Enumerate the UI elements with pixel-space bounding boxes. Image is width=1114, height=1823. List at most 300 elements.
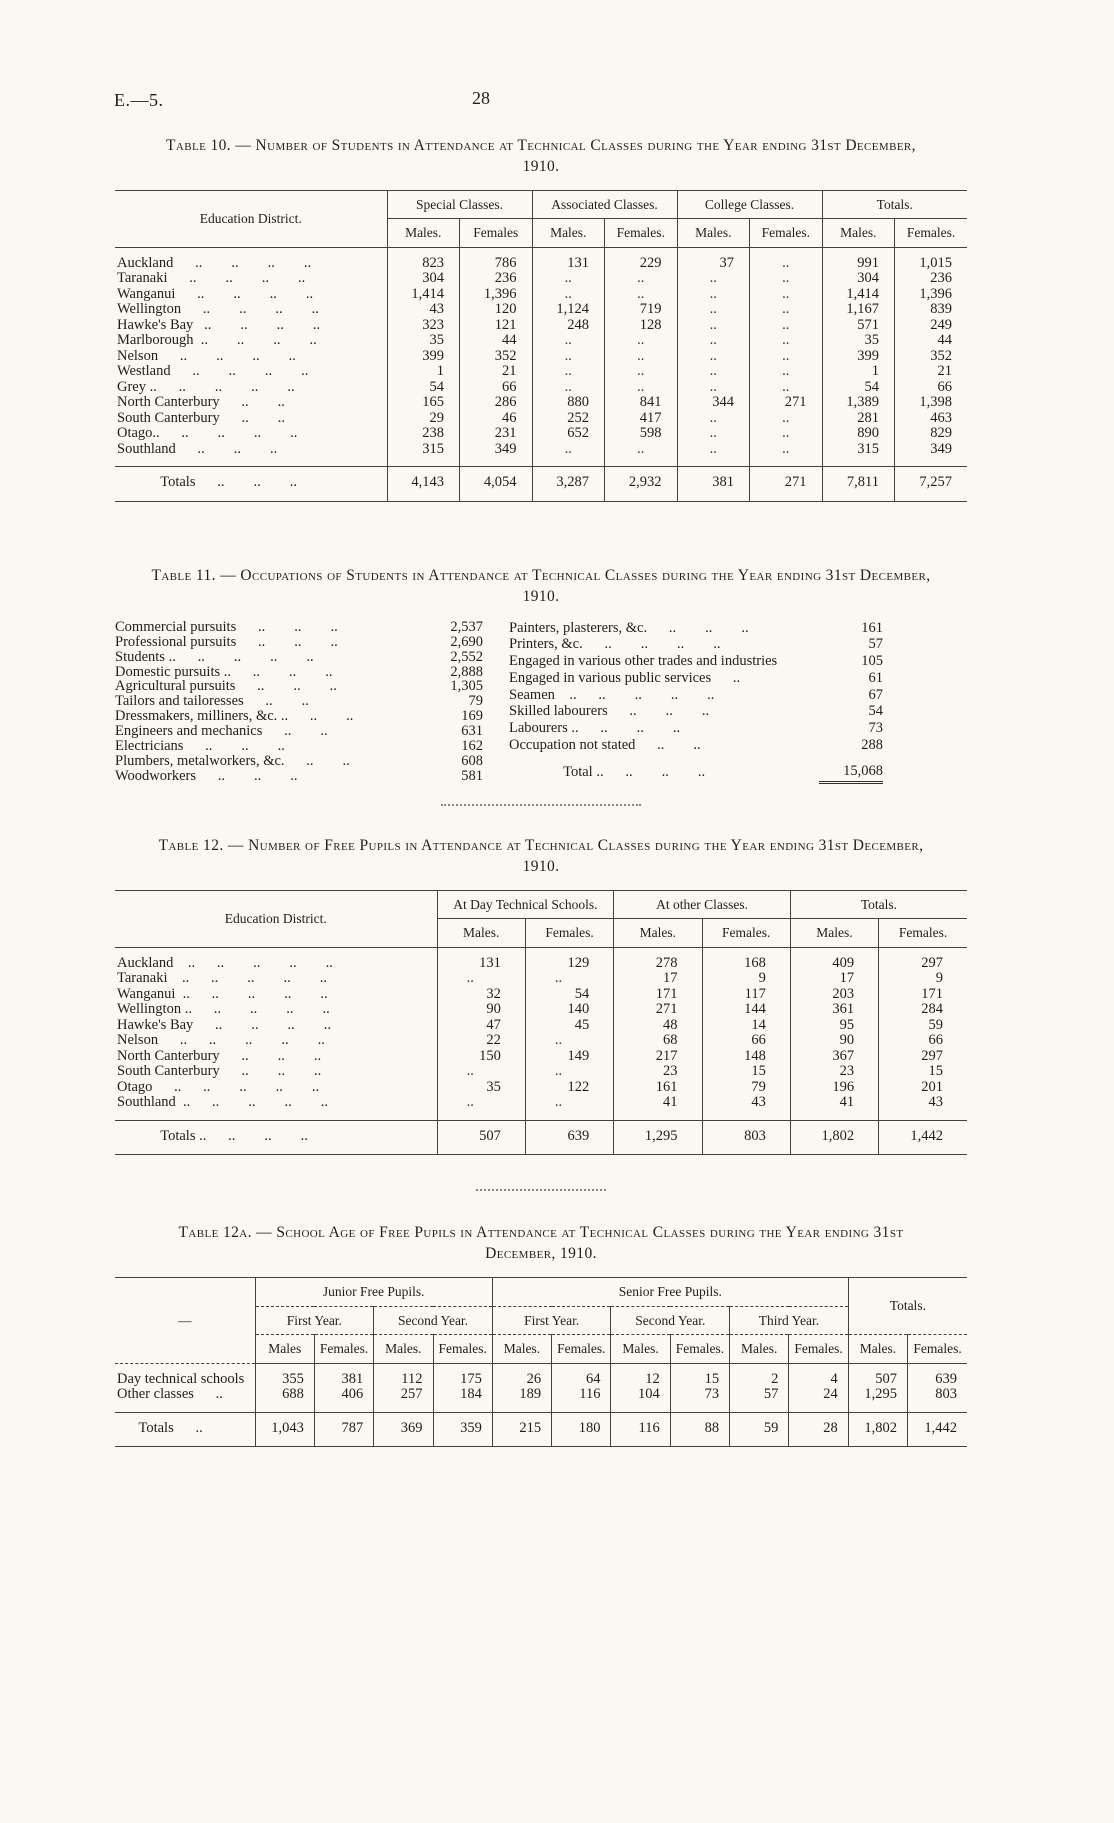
row-label: Electricians .. .. .. bbox=[115, 739, 285, 754]
cell-value: 9 bbox=[879, 971, 967, 987]
cell-value: 26 bbox=[492, 1363, 551, 1387]
cell-value: 890 bbox=[822, 426, 895, 442]
cell-value: 1,414 bbox=[387, 287, 460, 303]
cell-value: 841 bbox=[605, 395, 678, 411]
cell-value: 399 bbox=[822, 349, 895, 365]
cell-value: 4,143 bbox=[387, 467, 460, 502]
cell-value: 2,690 bbox=[450, 633, 483, 650]
cell-value: 23 bbox=[790, 1064, 878, 1080]
cell-value: 1,295 bbox=[848, 1387, 907, 1412]
cell-value: 381 bbox=[314, 1363, 373, 1387]
table-row bbox=[115, 302, 967, 318]
column-header: Males. bbox=[730, 1335, 789, 1364]
cell-value: .. bbox=[605, 333, 678, 349]
cell-value: .. bbox=[750, 349, 823, 365]
table-row bbox=[115, 650, 483, 665]
cell-value: .. bbox=[750, 247, 823, 271]
row-label: Nelson .. .. .. .. .. bbox=[117, 1033, 325, 1049]
table12 bbox=[115, 890, 967, 1156]
column-group-other-classes: At other Classes. bbox=[614, 890, 791, 919]
cell-value: .. bbox=[532, 271, 605, 287]
cell-value: 15 bbox=[879, 1064, 967, 1080]
cell-value: 355 bbox=[255, 1363, 314, 1387]
cell-value: 238 bbox=[387, 426, 460, 442]
cell-value: 203 bbox=[790, 987, 878, 1003]
table-row bbox=[115, 318, 967, 334]
table11-caption: Table 11. — Occupations of Students in Attendance at Technical Classes during the Year ending 31st December, 1910. bbox=[151, 566, 931, 605]
cell-value: 15 bbox=[702, 1064, 790, 1080]
cell-value: 9 bbox=[702, 971, 790, 987]
cell-value: .. bbox=[677, 333, 750, 349]
table-row bbox=[509, 737, 883, 754]
cell-value: 271 bbox=[750, 467, 823, 502]
cell-value: 688 bbox=[255, 1387, 314, 1412]
row-label: South Canterbury .. .. bbox=[117, 410, 285, 426]
cell-value: 149 bbox=[525, 1049, 613, 1065]
cell-value: 288 bbox=[861, 736, 883, 753]
cell-value: 17 bbox=[790, 971, 878, 987]
cell-value: 581 bbox=[461, 767, 483, 784]
row-label: Domestic pursuits .. .. .. .. bbox=[115, 664, 333, 680]
cell-value: .. bbox=[677, 318, 750, 334]
cell-value: 15,068 bbox=[819, 754, 883, 783]
table-row bbox=[115, 247, 967, 271]
table-row bbox=[115, 349, 967, 365]
cell-value: 4 bbox=[789, 1363, 848, 1387]
cell-value: 1,398 bbox=[895, 395, 968, 411]
column-header: Males. bbox=[677, 219, 750, 248]
cell-value: 46 bbox=[460, 411, 533, 427]
cell-value: 2,537 bbox=[450, 618, 483, 635]
cell-value: 1,124 bbox=[532, 302, 605, 318]
column-group-associated-classes: Associated Classes. bbox=[532, 190, 677, 219]
column-header: Females. bbox=[670, 1335, 729, 1364]
cell-value: 131 bbox=[437, 947, 525, 971]
table-row bbox=[115, 971, 967, 987]
row-label: Otago.. .. .. .. .. bbox=[117, 426, 298, 442]
column-group-college-classes: College Classes. bbox=[677, 190, 822, 219]
table-row bbox=[115, 724, 483, 739]
table-row bbox=[115, 395, 967, 411]
cell-value: 116 bbox=[611, 1412, 670, 1447]
cell-value: 73 bbox=[670, 1387, 729, 1412]
cell-value: 323 bbox=[387, 318, 460, 334]
cell-value: 35 bbox=[387, 333, 460, 349]
table12-totals-row bbox=[115, 1120, 967, 1155]
table-row bbox=[115, 987, 967, 1003]
cell-value: .. bbox=[437, 1095, 525, 1120]
column-header: Males. bbox=[822, 219, 895, 248]
cell-value: 29 bbox=[387, 411, 460, 427]
table-row bbox=[115, 411, 967, 427]
cell-value: .. bbox=[750, 411, 823, 427]
column-header: Third Year. bbox=[730, 1306, 849, 1335]
cell-value: .. bbox=[677, 442, 750, 467]
table-row bbox=[115, 1002, 967, 1018]
cell-value: .. bbox=[605, 271, 678, 287]
cell-value: 1 bbox=[822, 364, 895, 380]
cell-value: 236 bbox=[460, 271, 533, 287]
row-label: Wellington .. .. .. .. bbox=[117, 302, 319, 318]
row-label: Commercial pursuits .. .. .. bbox=[115, 619, 338, 635]
table-row bbox=[115, 947, 967, 971]
column-header-stub-dash: — bbox=[115, 1278, 255, 1364]
cell-value: 1,043 bbox=[255, 1412, 314, 1447]
cell-value: 54 bbox=[868, 703, 883, 720]
cell-value: 839 bbox=[895, 302, 968, 318]
cell-value: 43 bbox=[879, 1095, 967, 1120]
cell-value: 1,802 bbox=[790, 1120, 878, 1155]
cell-value: 116 bbox=[552, 1387, 611, 1412]
cell-value: 880 bbox=[532, 395, 605, 411]
cell-value: 786 bbox=[460, 247, 533, 271]
group-header-row bbox=[115, 1278, 967, 1307]
cell-value: 54 bbox=[525, 987, 613, 1003]
cell-value: 196 bbox=[790, 1080, 878, 1096]
cell-value: 162 bbox=[461, 738, 483, 755]
column-header: First Year. bbox=[255, 1306, 374, 1335]
column-header: Females. bbox=[552, 1335, 611, 1364]
column-header: Females. bbox=[908, 1335, 967, 1364]
cell-value: 1,396 bbox=[460, 287, 533, 303]
column-header: Males. bbox=[387, 219, 460, 248]
cell-value: 349 bbox=[895, 442, 968, 467]
cell-value: 361 bbox=[790, 1002, 878, 1018]
cell-value: 1,396 bbox=[895, 287, 968, 303]
column-header: Males. bbox=[611, 1335, 670, 1364]
cell-value: 15 bbox=[670, 1363, 729, 1387]
column-header: Males. bbox=[374, 1335, 433, 1364]
cell-value: 117 bbox=[702, 987, 790, 1003]
column-header: Females. bbox=[314, 1335, 373, 1364]
row-label: Printers, &c. .. .. .. .. bbox=[509, 636, 721, 653]
table-row bbox=[115, 287, 967, 303]
table12a-caption: Table 12a. — School Age of Free Pupils in Attendance at Technical Classes during the Year ending 31st December, 1910. bbox=[178, 1224, 904, 1263]
row-label: Plumbers, metalworkers, &c. .. .. bbox=[115, 753, 350, 769]
row-label: Engaged in various public services .. bbox=[509, 669, 741, 686]
cell-value: 21 bbox=[460, 364, 533, 380]
table-row bbox=[115, 426, 967, 442]
cell-value: 409 bbox=[790, 947, 878, 971]
cell-value: 171 bbox=[879, 987, 967, 1003]
cell-value: .. bbox=[750, 271, 823, 287]
cell-value: 1,442 bbox=[879, 1120, 967, 1155]
cell-value: .. bbox=[437, 971, 525, 987]
row-label: Auckland .. .. .. .. bbox=[117, 254, 312, 271]
column-header: First Year. bbox=[492, 1306, 611, 1335]
row-label: Painters, plasterers, &c. .. .. .. bbox=[509, 619, 749, 636]
row-label: Taranaki .. .. .. .. bbox=[117, 271, 306, 287]
cell-value: 1,015 bbox=[895, 247, 968, 271]
cell-value: 304 bbox=[387, 271, 460, 287]
cell-value: 90 bbox=[437, 1002, 525, 1018]
cell-value: 1,414 bbox=[822, 287, 895, 303]
cell-value: 631 bbox=[461, 723, 483, 740]
table-row bbox=[509, 653, 883, 670]
cell-value: 54 bbox=[387, 380, 460, 396]
cell-value: 44 bbox=[460, 333, 533, 349]
table-row bbox=[115, 1018, 967, 1034]
cell-value: .. bbox=[677, 426, 750, 442]
cell-value: 1,442 bbox=[908, 1412, 967, 1447]
column-header: Second Year. bbox=[374, 1306, 493, 1335]
row-label: Taranaki .. .. .. .. .. bbox=[117, 971, 328, 987]
table-row bbox=[509, 637, 883, 654]
row-label: Otago .. .. .. .. .. bbox=[117, 1079, 320, 1095]
cell-value: 598 bbox=[605, 426, 678, 442]
cell-value: 271 bbox=[750, 395, 823, 411]
cell-value: 399 bbox=[387, 349, 460, 365]
row-label: Woodworkers .. .. .. bbox=[115, 768, 298, 784]
cell-value: 7,811 bbox=[822, 467, 895, 502]
cell-value: 215 bbox=[492, 1412, 551, 1447]
column-header: Males. bbox=[437, 919, 525, 948]
cell-value: 652 bbox=[532, 426, 605, 442]
cell-value: 257 bbox=[374, 1387, 433, 1412]
column-group-totals: Totals. bbox=[848, 1278, 967, 1335]
row-label: North Canterbury .. .. bbox=[117, 395, 285, 411]
table12-body bbox=[115, 947, 967, 1120]
cell-value: 352 bbox=[895, 349, 968, 365]
cell-value: 286 bbox=[460, 395, 533, 411]
cell-value: .. bbox=[525, 1064, 613, 1080]
column-header: Males. bbox=[614, 919, 702, 948]
row-label: Agricultural pursuits .. .. .. bbox=[115, 679, 337, 695]
column-header-education-district: Education District. bbox=[115, 190, 387, 247]
cell-value: 129 bbox=[525, 947, 613, 971]
table-row bbox=[115, 467, 967, 502]
cell-value: 236 bbox=[895, 271, 968, 287]
row-label: Southland .. .. .. bbox=[117, 441, 278, 457]
cell-value: 43 bbox=[702, 1095, 790, 1120]
cell-value: 171 bbox=[614, 987, 702, 1003]
cell-value: 787 bbox=[314, 1412, 373, 1447]
cell-value: 3,287 bbox=[532, 467, 605, 502]
cell-value: 369 bbox=[374, 1412, 433, 1447]
cell-value: 66 bbox=[895, 380, 968, 396]
row-label: Labourers .. .. .. .. bbox=[509, 720, 681, 737]
cell-value: 229 bbox=[605, 247, 678, 271]
table-row bbox=[115, 769, 483, 784]
cell-value: .. bbox=[677, 411, 750, 427]
column-header: Males bbox=[255, 1335, 314, 1364]
cell-value: 79 bbox=[468, 693, 483, 710]
row-label: Seamen .. .. .. .. .. bbox=[509, 686, 715, 703]
cell-value: 112 bbox=[374, 1363, 433, 1387]
table12-head bbox=[115, 890, 967, 947]
cell-value: 2,888 bbox=[450, 663, 483, 680]
cell-value: 639 bbox=[908, 1363, 967, 1387]
cell-value: 571 bbox=[822, 318, 895, 334]
cell-value: .. bbox=[677, 287, 750, 303]
cell-value: 1,305 bbox=[450, 678, 483, 695]
cell-value: 23 bbox=[614, 1064, 702, 1080]
cell-value: 28 bbox=[789, 1412, 848, 1447]
column-header: Females. bbox=[750, 219, 823, 248]
row-label: Wanganui .. .. .. .. bbox=[117, 286, 314, 302]
table12a bbox=[115, 1277, 967, 1447]
table11-left-body bbox=[115, 620, 483, 784]
row-label: South Canterbury .. .. .. bbox=[117, 1064, 322, 1080]
cell-value: 829 bbox=[895, 426, 968, 442]
cell-value: 2 bbox=[730, 1363, 789, 1387]
section-divider bbox=[476, 1189, 606, 1191]
cell-value: 120 bbox=[460, 302, 533, 318]
cell-value: 271 bbox=[614, 1002, 702, 1018]
cell-value: 175 bbox=[433, 1363, 492, 1387]
row-label: Day technical schools bbox=[117, 1370, 245, 1387]
cell-value: 1,295 bbox=[614, 1120, 702, 1155]
table-row bbox=[115, 1412, 967, 1447]
row-label: Occupation not stated .. .. bbox=[509, 736, 701, 753]
cell-value: 1 bbox=[387, 364, 460, 380]
table-row bbox=[115, 364, 967, 380]
cell-value: 32 bbox=[437, 987, 525, 1003]
cell-value: .. bbox=[532, 442, 605, 467]
column-header: Females. bbox=[789, 1335, 848, 1364]
row-label: Engaged in various other trades and industries bbox=[509, 653, 778, 670]
cell-value: .. bbox=[605, 364, 678, 380]
cell-value: 67 bbox=[868, 686, 883, 703]
row-label: Skilled labourers .. .. .. bbox=[509, 703, 710, 720]
row-label: Tailors and tailoresses .. .. bbox=[115, 694, 309, 710]
cell-value: 48 bbox=[614, 1018, 702, 1034]
column-header: Males. bbox=[532, 219, 605, 248]
cell-value: 121 bbox=[460, 318, 533, 334]
group-header-row bbox=[115, 190, 967, 219]
table-row bbox=[115, 442, 967, 467]
column-header: Females. bbox=[895, 219, 968, 248]
cell-value: .. bbox=[750, 333, 823, 349]
row-label: Nelson .. .. .. .. bbox=[117, 348, 296, 364]
cell-value: 608 bbox=[461, 752, 483, 769]
cell-value: 148 bbox=[702, 1049, 790, 1065]
cell-value: 66 bbox=[460, 380, 533, 396]
cell-value: .. bbox=[750, 426, 823, 442]
cell-value: 41 bbox=[790, 1095, 878, 1120]
row-label: Hawke's Bay .. .. .. .. bbox=[117, 1017, 332, 1033]
cell-value: 297 bbox=[879, 1049, 967, 1065]
cell-value: 7,257 bbox=[895, 467, 968, 502]
cell-value: 131 bbox=[532, 247, 605, 271]
cell-value: 304 bbox=[822, 271, 895, 287]
group-header-row bbox=[115, 890, 967, 919]
table-row bbox=[509, 620, 883, 637]
cell-value: .. bbox=[750, 287, 823, 303]
row-label: North Canterbury .. .. .. bbox=[117, 1048, 322, 1064]
cell-value: .. bbox=[605, 380, 678, 396]
table-row bbox=[509, 754, 883, 783]
row-label: Hawke's Bay .. .. .. .. bbox=[117, 317, 321, 333]
row-label: Professional pursuits .. .. .. bbox=[115, 634, 338, 650]
row-label: Totals .. .. .. .. bbox=[115, 1120, 437, 1155]
cell-value: 417 bbox=[605, 411, 678, 427]
row-label: Auckland .. .. .. .. .. bbox=[117, 954, 333, 971]
cell-value: 1,167 bbox=[822, 302, 895, 318]
table-row bbox=[115, 1064, 967, 1080]
table-row bbox=[115, 1049, 967, 1065]
cell-value: 104 bbox=[611, 1387, 670, 1412]
cell-value: 66 bbox=[702, 1033, 790, 1049]
column-group-senior-free-pupils: Senior Free Pupils. bbox=[492, 1278, 848, 1307]
cell-value: .. bbox=[525, 1033, 613, 1049]
cell-value: .. bbox=[532, 287, 605, 303]
cell-value: 105 bbox=[861, 653, 883, 670]
column-group-junior-free-pupils: Junior Free Pupils. bbox=[255, 1278, 492, 1307]
cell-value: 1,802 bbox=[848, 1412, 907, 1447]
table-row bbox=[115, 709, 483, 724]
table-row bbox=[115, 1363, 967, 1387]
table12a-body bbox=[115, 1363, 967, 1412]
cell-value: 43 bbox=[387, 302, 460, 318]
cell-value: 315 bbox=[387, 442, 460, 467]
cell-value: .. bbox=[532, 380, 605, 396]
cell-value: 297 bbox=[879, 947, 967, 971]
cell-value: .. bbox=[532, 333, 605, 349]
cell-value: 35 bbox=[822, 333, 895, 349]
cell-value: .. bbox=[525, 971, 613, 987]
row-label: Students .. .. .. .. .. bbox=[115, 649, 314, 665]
cell-value: .. bbox=[677, 349, 750, 365]
cell-value: .. bbox=[437, 1064, 525, 1080]
cell-value: 54 bbox=[822, 380, 895, 396]
cell-value: 68 bbox=[614, 1033, 702, 1049]
cell-value: 41 bbox=[614, 1095, 702, 1120]
cell-value: .. bbox=[605, 287, 678, 303]
table12-caption: Table 12. — Number of Free Pupils in Attendance at Technical Classes during the Year ending 31st December, 1910. bbox=[158, 836, 924, 875]
table10-totals-row bbox=[115, 467, 967, 502]
cell-value: 344 bbox=[677, 395, 750, 411]
cell-value: 22 bbox=[437, 1033, 525, 1049]
table-row bbox=[115, 1387, 967, 1412]
row-label: Total .. .. .. .. bbox=[509, 764, 706, 780]
cell-value: 803 bbox=[908, 1387, 967, 1412]
cell-value: 281 bbox=[822, 411, 895, 427]
cell-value: 639 bbox=[525, 1120, 613, 1155]
column-header: Females. bbox=[433, 1335, 492, 1364]
table11-right-body bbox=[509, 620, 883, 782]
cell-value: 161 bbox=[614, 1080, 702, 1096]
cell-value: 24 bbox=[789, 1387, 848, 1412]
row-label: Totals .. .. .. bbox=[115, 467, 387, 502]
column-group-totals: Totals. bbox=[822, 190, 967, 219]
cell-value: 17 bbox=[614, 971, 702, 987]
row-label: Other classes .. bbox=[117, 1387, 223, 1403]
cell-value: .. bbox=[750, 442, 823, 467]
cell-value: 249 bbox=[895, 318, 968, 334]
cell-value: 719 bbox=[605, 302, 678, 318]
cell-value: 128 bbox=[605, 318, 678, 334]
cell-value: .. bbox=[750, 364, 823, 380]
cell-value: 90 bbox=[790, 1033, 878, 1049]
cell-value: .. bbox=[750, 380, 823, 396]
column-header: Females. bbox=[605, 219, 678, 248]
column-header: Females bbox=[460, 219, 533, 248]
cell-value: 21 bbox=[895, 364, 968, 380]
column-group-special-classes: Special Classes. bbox=[387, 190, 532, 219]
cell-value: 61 bbox=[868, 669, 883, 686]
cell-value: 359 bbox=[433, 1412, 492, 1447]
cell-value: 12 bbox=[611, 1363, 670, 1387]
cell-value: 161 bbox=[861, 619, 883, 636]
cell-value: 47 bbox=[437, 1018, 525, 1034]
table12a-totals-row bbox=[115, 1412, 967, 1447]
table-row bbox=[509, 670, 883, 687]
cell-value: .. bbox=[677, 271, 750, 287]
row-label: Southland .. .. .. .. .. bbox=[117, 1095, 329, 1111]
row-label: Wanganui .. .. .. .. .. bbox=[117, 986, 328, 1002]
cell-value: 150 bbox=[437, 1049, 525, 1065]
